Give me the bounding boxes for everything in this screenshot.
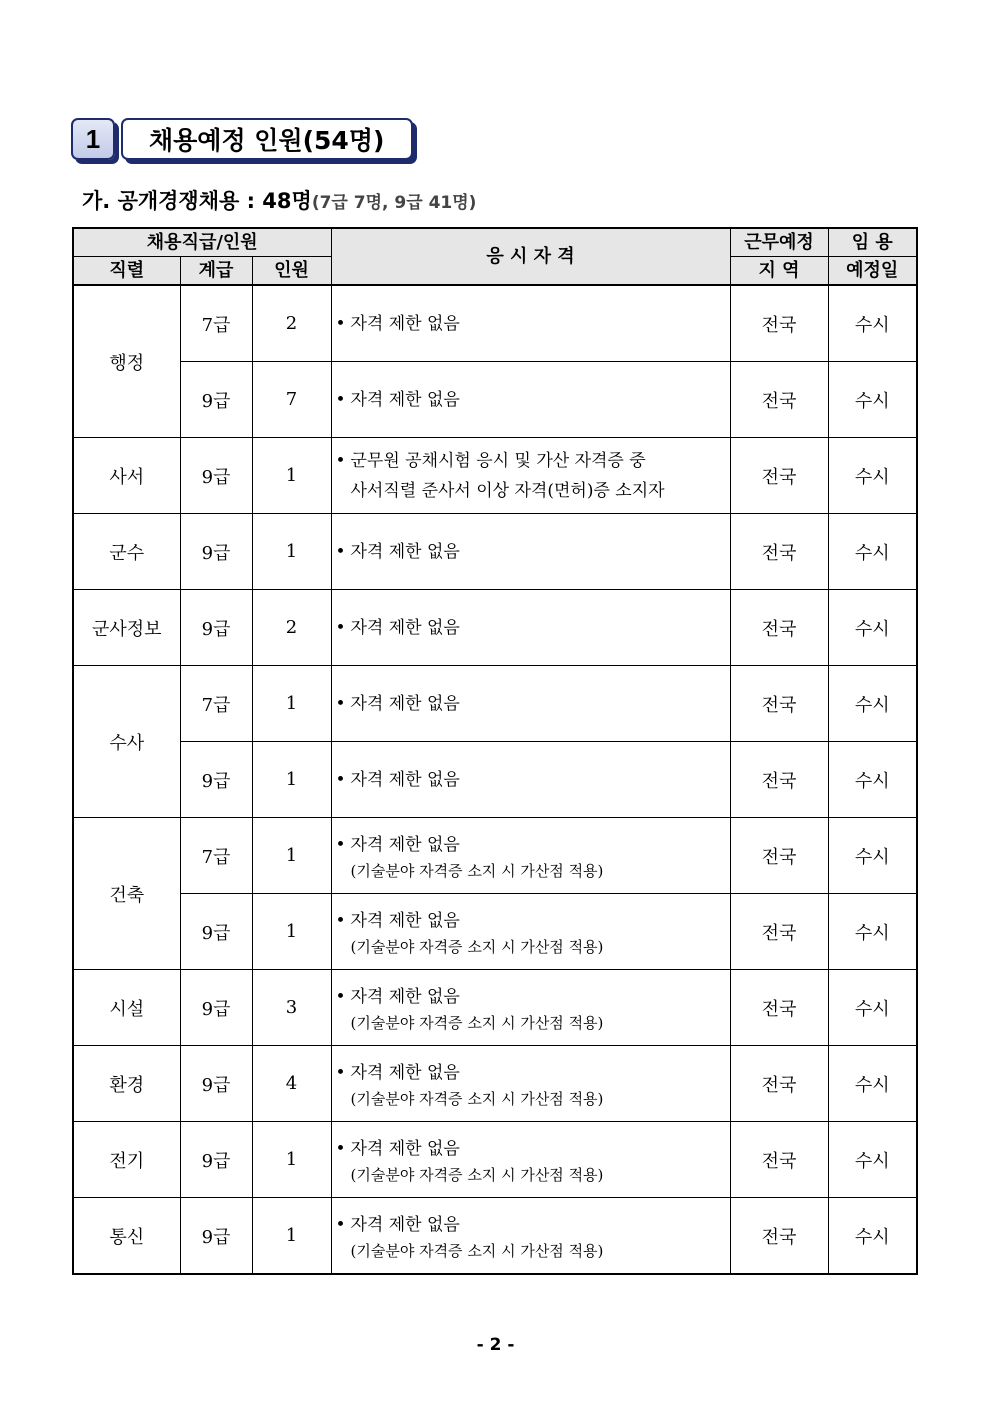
cell-date: 수시 bbox=[828, 970, 917, 1046]
cell-count: 1 bbox=[252, 666, 331, 742]
bullet-icon: • bbox=[335, 1138, 346, 1159]
cell-grade: 7급 bbox=[180, 666, 252, 742]
cell-count: 2 bbox=[252, 285, 331, 362]
cell-region: 전국 bbox=[730, 1046, 828, 1122]
table-row bbox=[73, 894, 917, 970]
cell-grade: 9급 bbox=[180, 1122, 252, 1198]
section-title: 채용예정 인원(54명) bbox=[121, 118, 413, 160]
qualification-note: (기술분야 자격증 소지 시 가산점 적용) bbox=[350, 1165, 604, 1184]
cell-count: 1 bbox=[252, 1198, 331, 1275]
table-row bbox=[73, 285, 917, 362]
cell-region: 전국 bbox=[730, 970, 828, 1046]
cell-qualification bbox=[331, 894, 730, 970]
header-count: 인원 bbox=[252, 257, 331, 286]
cell-date: 수시 bbox=[828, 514, 917, 590]
cell-region: 전국 bbox=[730, 362, 828, 438]
qualification-text: 자격 제한 없음 bbox=[350, 986, 460, 1007]
cell-qualification bbox=[331, 590, 730, 666]
subheading-detail: (7급 7명, 9급 41명) bbox=[311, 193, 477, 213]
cell-job: 환경 bbox=[73, 1046, 180, 1122]
qualification-note: (기술분야 자격증 소지 시 가산점 적용) bbox=[350, 861, 604, 880]
qualification-text: 자격 제한 없음 bbox=[350, 313, 460, 334]
cell-region: 전국 bbox=[730, 666, 828, 742]
cell-qualification bbox=[331, 514, 730, 590]
bullet-icon: • bbox=[335, 693, 346, 714]
table-row bbox=[73, 970, 917, 1046]
cell-grade: 9급 bbox=[180, 894, 252, 970]
bullet-icon: • bbox=[335, 313, 346, 334]
cell-job: 전기 bbox=[73, 1122, 180, 1198]
cell-job: 시설 bbox=[73, 970, 180, 1046]
table-row bbox=[73, 438, 917, 514]
cell-grade: 9급 bbox=[180, 362, 252, 438]
cell-date: 수시 bbox=[828, 590, 917, 666]
bullet-icon: • bbox=[335, 910, 346, 931]
cell-job: 통신 bbox=[73, 1198, 180, 1275]
header-date-1: 임 용 bbox=[828, 228, 917, 257]
cell-count: 1 bbox=[252, 1122, 331, 1198]
cell-count: 1 bbox=[252, 438, 331, 514]
qualification-text: 자격 제한 없음 bbox=[350, 769, 460, 790]
qualification-text: 자격 제한 없음 bbox=[350, 1062, 460, 1083]
cell-count: 2 bbox=[252, 590, 331, 666]
cell-region: 전국 bbox=[730, 1198, 828, 1275]
bullet-icon: • bbox=[335, 1062, 346, 1083]
cell-qualification bbox=[331, 1046, 730, 1122]
section-number: 1 bbox=[71, 118, 115, 160]
qualification-text: 자격 제한 없음 bbox=[350, 834, 460, 855]
cell-grade: 9급 bbox=[180, 438, 252, 514]
cell-qualification bbox=[331, 970, 730, 1046]
qualification-note: (기술분야 자격증 소지 시 가산점 적용) bbox=[350, 1089, 604, 1108]
cell-date: 수시 bbox=[828, 285, 917, 362]
cell-region: 전국 bbox=[730, 742, 828, 818]
cell-date: 수시 bbox=[828, 1122, 917, 1198]
cell-date: 수시 bbox=[828, 666, 917, 742]
qualification-text: 자격 제한 없음 bbox=[350, 1138, 460, 1159]
cell-count: 4 bbox=[252, 1046, 331, 1122]
qualification-text: 자격 제한 없음 bbox=[350, 541, 460, 562]
cell-date: 수시 bbox=[828, 818, 917, 894]
cell-region: 전국 bbox=[730, 818, 828, 894]
cell-job: 수사 bbox=[73, 666, 180, 818]
cell-qualification bbox=[331, 818, 730, 894]
bullet-icon: • bbox=[335, 986, 346, 1007]
cell-job: 사서 bbox=[73, 438, 180, 514]
qualification-continuation: 사서직렬 준사서 이상 자격(면허)증 소지자 bbox=[350, 480, 665, 501]
header-date-2: 예정일 bbox=[828, 257, 917, 286]
cell-date: 수시 bbox=[828, 438, 917, 514]
cell-grade: 7급 bbox=[180, 818, 252, 894]
table-row bbox=[73, 666, 917, 742]
cell-job: 건축 bbox=[73, 818, 180, 970]
cell-grade: 9급 bbox=[180, 1198, 252, 1275]
qualification-text: 자격 제한 없음 bbox=[350, 1214, 460, 1235]
recruitment-table bbox=[72, 227, 918, 1275]
qualification-note: (기술분야 자격증 소지 시 가산점 적용) bbox=[350, 1013, 604, 1032]
cell-count: 1 bbox=[252, 818, 331, 894]
cell-date: 수시 bbox=[828, 1198, 917, 1275]
cell-region: 전국 bbox=[730, 438, 828, 514]
cell-region: 전국 bbox=[730, 894, 828, 970]
header-grade: 계급 bbox=[180, 257, 252, 286]
table-row bbox=[73, 362, 917, 438]
bullet-icon: • bbox=[335, 541, 346, 562]
qualification-text: 자격 제한 없음 bbox=[350, 617, 460, 638]
bullet-icon: • bbox=[335, 389, 346, 410]
cell-date: 수시 bbox=[828, 362, 917, 438]
cell-region: 전국 bbox=[730, 590, 828, 666]
header-qualification: 응 시 자 격 bbox=[331, 228, 730, 285]
qualification-text: 자격 제한 없음 bbox=[350, 389, 460, 410]
table-body bbox=[73, 285, 917, 1274]
table-row bbox=[73, 742, 917, 818]
cell-job: 행정 bbox=[73, 285, 180, 438]
bullet-icon: • bbox=[335, 617, 346, 638]
cell-qualification bbox=[331, 438, 730, 514]
cell-count: 7 bbox=[252, 362, 331, 438]
qualification-text: 자격 제한 없음 bbox=[350, 693, 460, 714]
qualification-text: 군무원 공채시험 응시 및 가산 자격증 중 bbox=[350, 450, 646, 471]
cell-job: 군사정보 bbox=[73, 590, 180, 666]
cell-grade: 9급 bbox=[180, 742, 252, 818]
table-row bbox=[73, 1046, 917, 1122]
cell-qualification bbox=[331, 362, 730, 438]
cell-region: 전국 bbox=[730, 514, 828, 590]
cell-date: 수시 bbox=[828, 894, 917, 970]
cell-grade: 9급 bbox=[180, 1046, 252, 1122]
cell-qualification bbox=[331, 1122, 730, 1198]
header-group: 채용직급/인원 bbox=[73, 228, 331, 257]
cell-count: 1 bbox=[252, 742, 331, 818]
cell-count: 1 bbox=[252, 514, 331, 590]
cell-grade: 9급 bbox=[180, 970, 252, 1046]
cell-job: 군수 bbox=[73, 514, 180, 590]
bullet-icon: • bbox=[335, 1214, 346, 1235]
header-region-2: 지 역 bbox=[730, 257, 828, 286]
table-row bbox=[73, 1122, 917, 1198]
qualification-text: 자격 제한 없음 bbox=[350, 910, 460, 931]
cell-qualification bbox=[331, 742, 730, 818]
bullet-icon: • bbox=[335, 450, 346, 471]
cell-grade: 9급 bbox=[180, 590, 252, 666]
qualification-note: (기술분야 자격증 소지 시 가산점 적용) bbox=[350, 1241, 604, 1260]
bullet-icon: • bbox=[335, 769, 346, 790]
table-row bbox=[73, 1198, 917, 1275]
subheading bbox=[82, 185, 476, 215]
header-job: 직렬 bbox=[73, 257, 180, 286]
cell-region: 전국 bbox=[730, 1122, 828, 1198]
qualification-note: (기술분야 자격증 소지 시 가산점 적용) bbox=[350, 937, 604, 956]
table-row bbox=[73, 514, 917, 590]
bullet-icon: • bbox=[335, 834, 346, 855]
table-row bbox=[73, 818, 917, 894]
cell-count: 1 bbox=[252, 894, 331, 970]
cell-qualification bbox=[331, 285, 730, 362]
cell-qualification bbox=[331, 666, 730, 742]
subheading-main: 가. 공개경쟁채용 : 48명 bbox=[82, 189, 312, 213]
cell-region: 전국 bbox=[730, 285, 828, 362]
cell-date: 수시 bbox=[828, 742, 917, 818]
cell-grade: 9급 bbox=[180, 514, 252, 590]
header-region-1: 근무예정 bbox=[730, 228, 828, 257]
cell-grade: 7급 bbox=[180, 285, 252, 362]
cell-count: 3 bbox=[252, 970, 331, 1046]
cell-date: 수시 bbox=[828, 1046, 917, 1122]
table-row bbox=[73, 590, 917, 666]
cell-qualification bbox=[331, 1198, 730, 1275]
page-number: - 2 - bbox=[476, 1335, 515, 1355]
